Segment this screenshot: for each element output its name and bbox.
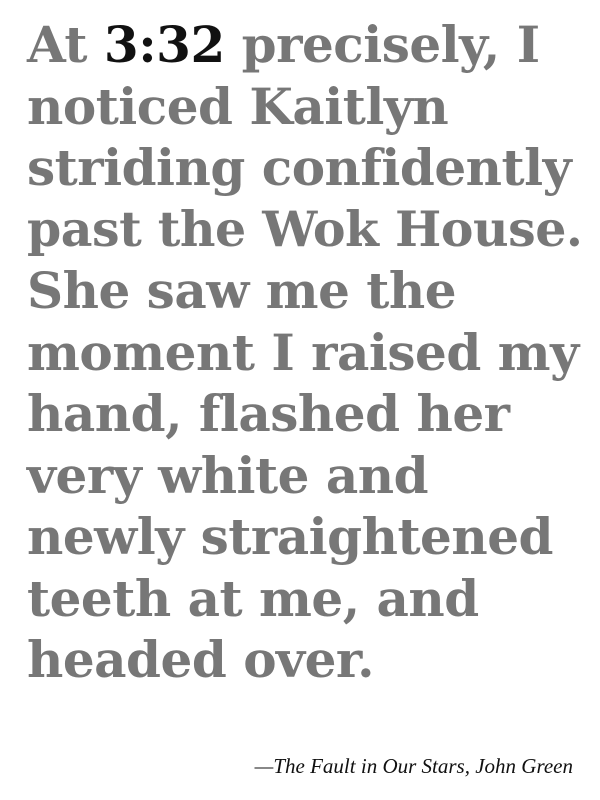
quote-line-1-after: precisely, I <box>224 15 540 74</box>
quote-line-10: teeth at me, and <box>27 568 479 628</box>
quote-line-7: hand, flashed her <box>27 384 510 443</box>
quote-line-4: past the Wok House. <box>27 199 583 258</box>
quote-attribution <box>255 752 573 780</box>
quote-line-1-before: At <box>27 15 104 74</box>
quote-text <box>27 14 587 691</box>
quote-line-11: headed over. <box>27 630 375 689</box>
quote-time: 3:32 <box>103 15 225 74</box>
quote-line-6: moment I raised my <box>27 322 579 382</box>
quote-line-9: newly straightened <box>27 507 553 566</box>
attribution-separator: , <box>464 754 476 778</box>
quote-line-3: striding confidently <box>27 138 572 197</box>
quote-line-2: noticed Kaitlyn <box>27 76 449 136</box>
attribution-author: John Green <box>475 754 573 778</box>
attribution-book-title: The Fault in Our Stars <box>273 754 465 778</box>
quote-line-1 <box>27 14 587 76</box>
quote-line-5: She saw me the <box>27 261 457 320</box>
quote-line-8: very white and <box>27 445 429 505</box>
attribution-dash: — <box>254 754 274 778</box>
